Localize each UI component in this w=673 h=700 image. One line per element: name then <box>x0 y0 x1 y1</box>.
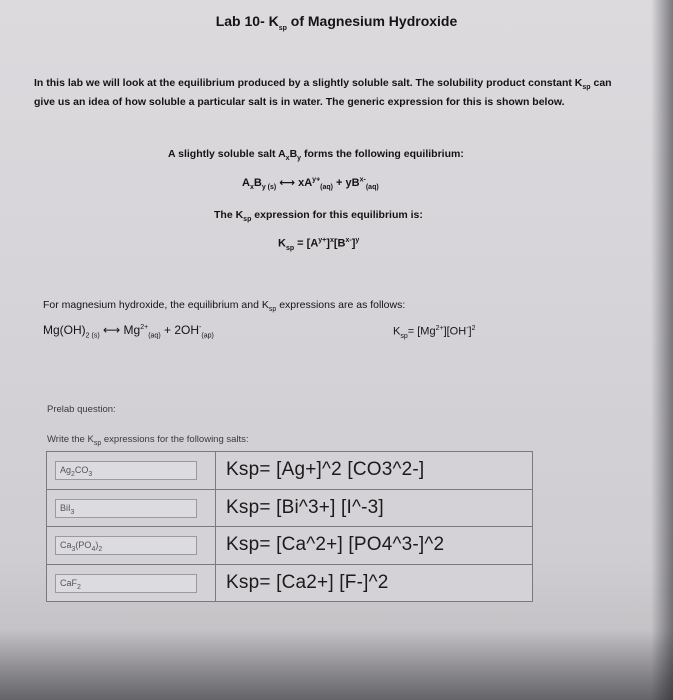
magnesium-intro: For magnesium hydroxide, the equilibrium and $K_{sp}$ expressions are as follows: <box>43 299 406 314</box>
salt-field-caf2[interactable]: CaF$_2$ <box>55 574 197 593</box>
magnesium-equilibrium-equation: $Mg(OH)_{2 (s)}$ ⟷ $Mg^{2+}_{(aq)} + 2OH^-_{(ap)}$ <box>43 323 214 340</box>
general-ksp-caption: The $K_{sp}$ expression for this equilibrium is: <box>214 209 423 224</box>
answer-field-caf2[interactable]: Ksp= [Ca2+] [F-]^2 <box>216 564 533 602</box>
table-row <box>47 564 533 602</box>
salt-field-ag2co3[interactable]: $Ag_2CO_3$ <box>55 461 197 480</box>
answer-field-ag2co3[interactable]: Ksp= [Ag+]^2 [CO3^2-] <box>216 452 533 490</box>
answer-field-ca3po42[interactable]: Ksp= [Ca^2+] [PO4^3-]^2 <box>216 527 533 565</box>
salt-field-ca3po42[interactable]: $Ca_3(PO_4)_2$ <box>55 536 197 555</box>
salt-field-bii3[interactable]: BiI$_3$ <box>55 499 197 518</box>
prelab-answer-table <box>46 451 533 602</box>
photo-shadow-bottom <box>0 630 673 700</box>
magnesium-ksp-expression: $K_{sp}= [Mg^{2+}][OH^-]^2$ <box>393 325 476 340</box>
general-ksp-expression: $K_{sp} = [A^{y+}]^x[B^{x-}]^y$ <box>278 237 360 252</box>
general-equilibrium-caption: A slightly soluble salt $A_xB_y$ forms the following equilibrium: <box>168 148 464 163</box>
prelab-instruction: Write the $K_{sp}$ expressions for the following salts: <box>47 434 249 447</box>
table-row <box>47 489 533 527</box>
photo-shadow-right <box>651 0 673 700</box>
prelab-heading: Prelab question: <box>47 404 116 415</box>
answer-field-bii3[interactable]: Ksp= [Bi^3+] [I^-3] <box>216 489 533 527</box>
general-equilibrium-equation: $A_xB_{y (s)}$ ⟷ $xA^{y+}_{(aq)} + yB^{x-}_{(aq)}$ <box>242 176 379 192</box>
table-row <box>47 452 533 490</box>
page-title: Lab 10- $K_{sp}$ of Magnesium Hydroxide <box>215 13 458 32</box>
intro-paragraph: In this lab we will look at the equilibrium produced by a slightly soluble salt. The solubility product constant $K_{sp}$ can give us an idea of how soluble a particular salt is in water. The generic expression for this is shown below. <box>34 77 612 109</box>
table-row <box>47 527 533 565</box>
